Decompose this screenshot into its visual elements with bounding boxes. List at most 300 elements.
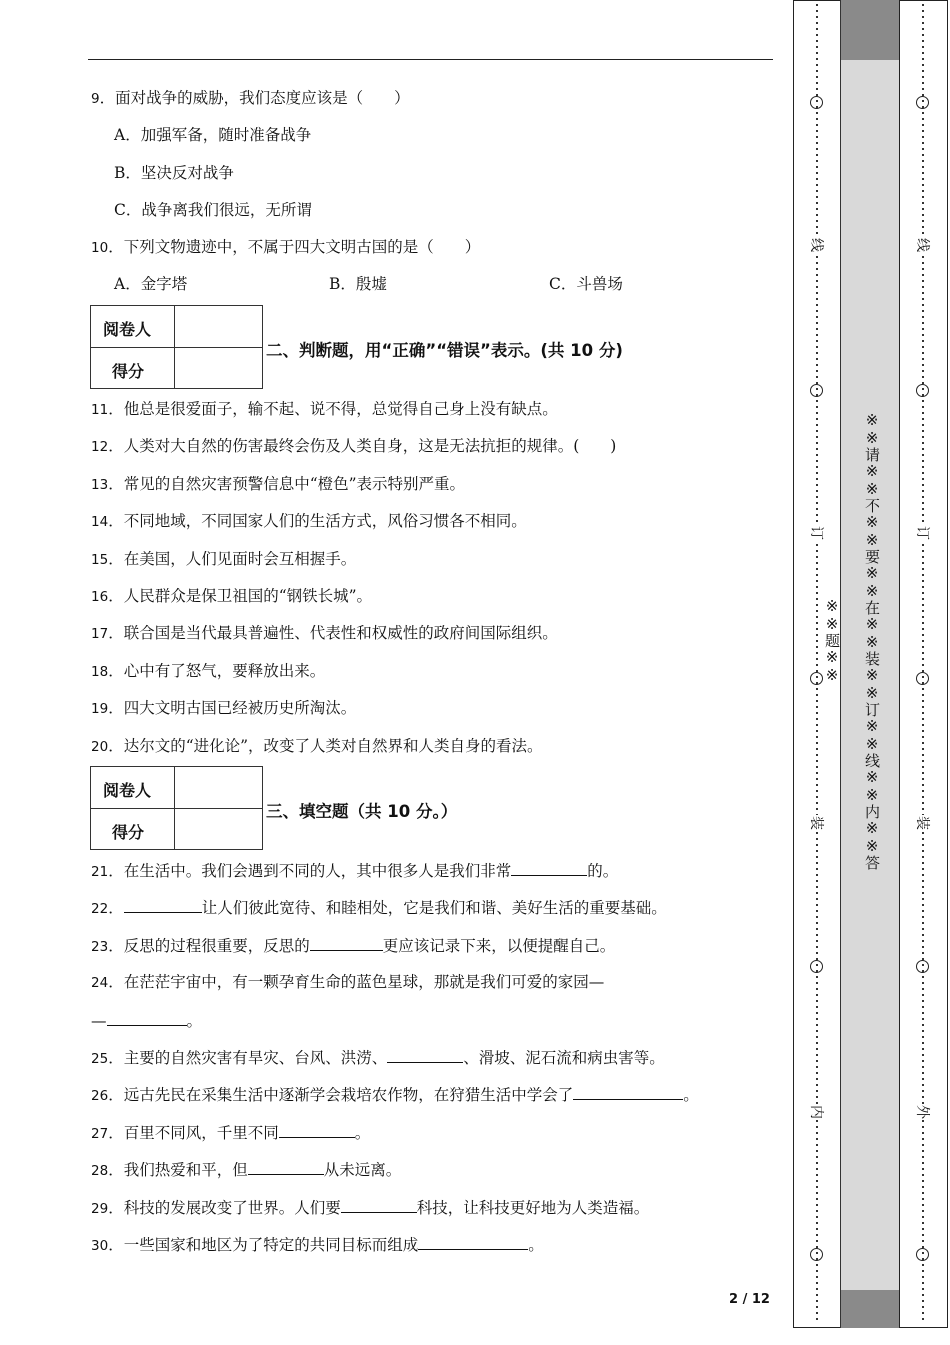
dot xyxy=(922,874,924,876)
dot xyxy=(922,832,924,834)
dot xyxy=(922,700,924,702)
dot xyxy=(922,172,924,174)
section3-title: 三、填空题（共 10 分。） xyxy=(266,802,458,821)
dot xyxy=(816,514,818,516)
dot xyxy=(816,1168,818,1170)
dot xyxy=(922,1270,924,1272)
dot xyxy=(816,1240,818,1242)
answer-blank[interactable] xyxy=(248,1159,324,1175)
dot xyxy=(922,880,924,882)
dot xyxy=(922,1144,924,1146)
dot xyxy=(816,1066,818,1068)
dot xyxy=(922,184,924,186)
dot xyxy=(816,850,818,852)
dot xyxy=(816,634,818,636)
dot xyxy=(922,298,924,300)
dot xyxy=(816,400,818,402)
dot xyxy=(816,40,818,42)
dot xyxy=(922,454,924,456)
dot xyxy=(816,1006,818,1008)
dot xyxy=(816,508,818,510)
dot xyxy=(816,262,818,264)
binding-hole-icon xyxy=(810,96,823,109)
dot xyxy=(816,1198,818,1200)
dot xyxy=(816,628,818,630)
question-14: 14．不同地域，不同国家人们的生活方式，风俗习惯各不相同。 xyxy=(91,512,527,530)
dot xyxy=(922,604,924,606)
dot xyxy=(922,466,924,468)
dot xyxy=(922,922,924,924)
seal-band-top xyxy=(841,0,899,60)
binding-hole-icon xyxy=(810,384,823,397)
dot xyxy=(816,418,818,420)
dot xyxy=(816,772,818,774)
dot xyxy=(816,136,818,138)
binding-hole-icon xyxy=(810,672,823,685)
answer-blank[interactable] xyxy=(511,860,587,876)
dot xyxy=(816,550,818,552)
dot xyxy=(922,856,924,858)
question-30: 30．一些国家和地区为了特定的共同目标而组成 。 xyxy=(91,1236,544,1254)
dot xyxy=(922,1174,924,1176)
dot xyxy=(922,64,924,66)
dot xyxy=(816,1120,818,1122)
dot xyxy=(816,994,818,996)
dot xyxy=(816,892,818,894)
dot xyxy=(922,1240,924,1242)
dot xyxy=(816,658,818,660)
q9-option-b: B．坚决反对战争 xyxy=(114,164,234,182)
dot xyxy=(922,472,924,474)
dot xyxy=(922,442,924,444)
dot xyxy=(816,1144,818,1146)
dot xyxy=(816,760,818,762)
dot xyxy=(816,1222,818,1224)
seal-band-bottom xyxy=(841,1290,899,1328)
binding-mark-xian: 线 xyxy=(807,237,827,253)
dot xyxy=(816,322,818,324)
dot xyxy=(816,490,818,492)
dot xyxy=(816,862,818,864)
dot xyxy=(922,862,924,864)
dot xyxy=(816,1054,818,1056)
dot xyxy=(922,610,924,612)
score-label: 得分 xyxy=(112,362,145,381)
dot xyxy=(922,352,924,354)
dot xyxy=(922,418,924,420)
dot xyxy=(922,556,924,558)
dot xyxy=(816,1072,818,1074)
dot xyxy=(816,22,818,24)
dot xyxy=(816,424,818,426)
dot xyxy=(816,58,818,60)
dot xyxy=(922,34,924,36)
dot xyxy=(922,130,924,132)
dot xyxy=(922,574,924,576)
dot xyxy=(922,196,924,198)
dot xyxy=(922,1132,924,1134)
dot xyxy=(922,364,924,366)
dot xyxy=(816,1210,818,1212)
dot xyxy=(816,172,818,174)
question-29: 29．科技的发展改变了世界。人们要 科技，让科技更好地为人类造福。 xyxy=(91,1199,650,1217)
dot xyxy=(816,1174,818,1176)
dot xyxy=(922,1186,924,1188)
question-22: 22． 让人们彼此宽待、和睦相处，它是我们和谐、美好生活的重要基础。 xyxy=(91,899,667,917)
dot xyxy=(816,1186,818,1188)
dot xyxy=(922,1180,924,1182)
dot xyxy=(922,1276,924,1278)
dot xyxy=(922,280,924,282)
dot xyxy=(922,1060,924,1062)
dot xyxy=(922,562,924,564)
dot xyxy=(816,1060,818,1062)
dot xyxy=(922,1084,924,1086)
dot xyxy=(816,844,818,846)
binding-mark-ding: 订 xyxy=(913,525,933,541)
dot xyxy=(922,292,924,294)
dot xyxy=(922,736,924,738)
reviewer-label: 阅卷人 xyxy=(103,781,152,800)
dot xyxy=(922,1168,924,1170)
dot xyxy=(816,856,818,858)
dot xyxy=(922,952,924,954)
answer-blank[interactable] xyxy=(573,1084,683,1100)
dot xyxy=(922,1228,924,1230)
dot xyxy=(816,118,818,120)
dot xyxy=(816,940,818,942)
dot xyxy=(922,1030,924,1032)
dot xyxy=(922,850,924,852)
dot xyxy=(816,1216,818,1218)
answer-blank[interactable] xyxy=(107,1010,187,1026)
dot xyxy=(816,268,818,270)
dot xyxy=(922,70,924,72)
dot xyxy=(816,796,818,798)
dot xyxy=(816,370,818,372)
dot xyxy=(816,574,818,576)
dot xyxy=(922,634,924,636)
dot xyxy=(816,706,818,708)
dot xyxy=(816,16,818,18)
dot xyxy=(922,412,924,414)
dot xyxy=(922,148,924,150)
dotted-line-right xyxy=(922,4,924,1324)
question-12: 12．人类对大自然的伤害最终会伤及人类自身，这是无法抗拒的规律。( ) xyxy=(91,437,617,455)
dot xyxy=(816,652,818,654)
dot xyxy=(922,1264,924,1266)
dot xyxy=(816,1180,818,1182)
dot xyxy=(816,1084,818,1086)
dot xyxy=(816,64,818,66)
dot xyxy=(922,52,924,54)
dot xyxy=(922,790,924,792)
question-17: 17．联合国是当代最具普遍性、代表性和权威性的政府间国际组织。 xyxy=(91,624,558,642)
dot xyxy=(922,1126,924,1128)
binding-mark-xian: 线 xyxy=(913,237,933,253)
dot xyxy=(816,1276,818,1278)
dot xyxy=(922,724,924,726)
page-number: 2 / 12 xyxy=(729,1292,770,1307)
dot xyxy=(922,982,924,984)
answer-blank[interactable] xyxy=(387,1047,463,1063)
dot xyxy=(816,202,818,204)
dot xyxy=(816,544,818,546)
dot xyxy=(816,160,818,162)
dot xyxy=(816,784,818,786)
dot xyxy=(816,874,818,876)
dot xyxy=(922,142,924,144)
dot xyxy=(922,406,924,408)
dot xyxy=(922,796,924,798)
dot xyxy=(922,508,924,510)
dot xyxy=(816,1270,818,1272)
dot xyxy=(922,664,924,666)
dot xyxy=(922,568,924,570)
dot xyxy=(816,112,818,114)
dot xyxy=(816,178,818,180)
dot xyxy=(816,442,818,444)
dot xyxy=(922,28,924,30)
dot xyxy=(816,898,818,900)
dot xyxy=(922,154,924,156)
dot xyxy=(816,1312,818,1314)
dot xyxy=(816,556,818,558)
dot xyxy=(816,4,818,6)
dot xyxy=(816,568,818,570)
dot xyxy=(816,280,818,282)
dot xyxy=(816,664,818,666)
dot xyxy=(816,928,818,930)
dot xyxy=(816,886,818,888)
dot xyxy=(816,1126,818,1128)
dot xyxy=(816,832,818,834)
dot xyxy=(816,226,818,228)
dot xyxy=(816,10,818,12)
dot xyxy=(922,1036,924,1038)
dot xyxy=(922,1096,924,1098)
dot xyxy=(922,730,924,732)
dot xyxy=(816,790,818,792)
binding-hole-icon xyxy=(916,384,929,397)
dot xyxy=(816,28,818,30)
dot xyxy=(922,1078,924,1080)
dot xyxy=(816,1192,818,1194)
dot xyxy=(922,1162,924,1164)
dot xyxy=(922,1204,924,1206)
question-24-cont: — 。 xyxy=(91,1012,203,1030)
dot xyxy=(816,688,818,690)
dot xyxy=(922,430,924,432)
dot xyxy=(922,1234,924,1236)
dot xyxy=(922,484,924,486)
dot xyxy=(816,592,818,594)
dot xyxy=(922,496,924,498)
dot xyxy=(922,220,924,222)
dot xyxy=(816,130,818,132)
answer-blank[interactable] xyxy=(124,897,202,913)
dot xyxy=(922,652,924,654)
dot xyxy=(816,1132,818,1134)
answer-blank[interactable] xyxy=(418,1234,528,1250)
dot xyxy=(816,88,818,90)
dot xyxy=(922,490,924,492)
dot xyxy=(816,358,818,360)
dot xyxy=(922,304,924,306)
dot xyxy=(816,982,818,984)
dot xyxy=(816,604,818,606)
dot xyxy=(922,904,924,906)
dot xyxy=(922,1042,924,1044)
dot xyxy=(922,940,924,942)
question-28: 28．我们热爱和平，但 从未远离。 xyxy=(91,1161,402,1179)
dot xyxy=(816,1036,818,1038)
reviewer-label: 阅卷人 xyxy=(103,320,152,339)
question-23: 23．反思的过程很重要，反思的 更应该记录下来，以便提醒自己。 xyxy=(91,937,616,955)
q9-option-c: C．战争离我们很远，无所谓 xyxy=(114,201,312,219)
dot xyxy=(922,1282,924,1284)
dot xyxy=(922,910,924,912)
question-27: 27．百里不同风，千里不同 。 xyxy=(91,1124,371,1142)
dot xyxy=(922,1006,924,1008)
dot xyxy=(816,124,818,126)
dot xyxy=(922,40,924,42)
dot xyxy=(816,460,818,462)
question-16: 16．人民群众是保卫祖国的“钢铁长城”。 xyxy=(91,587,373,605)
dot xyxy=(922,580,924,582)
dot xyxy=(922,1156,924,1158)
dot xyxy=(922,316,924,318)
score-label: 得分 xyxy=(112,823,145,842)
dot xyxy=(816,988,818,990)
dot xyxy=(816,1042,818,1044)
dot xyxy=(922,718,924,720)
dot xyxy=(816,910,818,912)
dot xyxy=(922,1072,924,1074)
dot xyxy=(922,766,924,768)
dot xyxy=(922,1306,924,1308)
dot xyxy=(816,754,818,756)
binding-hole-icon xyxy=(916,1248,929,1261)
dot xyxy=(816,610,818,612)
dot xyxy=(922,76,924,78)
dot xyxy=(816,934,818,936)
dot xyxy=(816,316,818,318)
dot xyxy=(816,142,818,144)
binding-mark-zhuang: 装 xyxy=(913,815,933,831)
dot xyxy=(816,586,818,588)
dot xyxy=(922,1066,924,1068)
dot xyxy=(816,454,818,456)
dot xyxy=(922,658,924,660)
answer-blank[interactable] xyxy=(341,1197,417,1213)
dot xyxy=(922,778,924,780)
dot xyxy=(922,178,924,180)
dot xyxy=(922,586,924,588)
q9-option-a: A．加强军备，随时准备战争 xyxy=(114,126,312,144)
dot xyxy=(816,718,818,720)
dot xyxy=(922,346,924,348)
dot xyxy=(922,370,924,372)
dot xyxy=(816,1150,818,1152)
dot xyxy=(816,466,818,468)
dot xyxy=(816,1228,818,1230)
dot xyxy=(816,46,818,48)
dot xyxy=(816,448,818,450)
dot xyxy=(922,898,924,900)
dot xyxy=(816,328,818,330)
dot xyxy=(816,616,818,618)
dot xyxy=(816,232,818,234)
dot xyxy=(816,1282,818,1284)
dot xyxy=(816,730,818,732)
score-box-section3 xyxy=(90,766,263,850)
answer-blank[interactable] xyxy=(279,1122,355,1138)
section2-title: 二、判断题，用“正确”“错误”表示。(共 10 分) xyxy=(266,341,623,360)
dot xyxy=(922,256,924,258)
dot xyxy=(922,286,924,288)
dot xyxy=(816,946,818,948)
dot xyxy=(816,1300,818,1302)
question-19: 19．四大文明古国已经被历史所淘汰。 xyxy=(91,699,357,717)
dot xyxy=(922,376,924,378)
question-25: 25．主要的自然灾害有旱灾、台风、洪涝、 、滑坡、泥石流和病虫害等。 xyxy=(91,1049,665,1067)
dot xyxy=(922,208,924,210)
dot xyxy=(816,1030,818,1032)
dot xyxy=(922,1216,924,1218)
question-10: 10．下列文物遗迹中，不属于四大文明古国的是（ ） xyxy=(91,238,481,256)
dot xyxy=(922,892,924,894)
question-20: 20．达尔文的“进化论”，改变了人类对自然界和人类自身的看法。 xyxy=(91,737,543,755)
binding-mark-nei: 内 xyxy=(807,1104,827,1120)
dot xyxy=(922,310,924,312)
dot xyxy=(816,502,818,504)
dot xyxy=(816,808,818,810)
dot xyxy=(816,1264,818,1266)
dot xyxy=(816,1288,818,1290)
dot xyxy=(922,214,924,216)
dot xyxy=(922,334,924,336)
dot xyxy=(922,1318,924,1320)
question-13: 13．常见的自然灾害预警信息中“橙色”表示特别严重。 xyxy=(91,475,466,493)
question-24: 24．在茫茫宇宙中，有一颗孕育生命的蓝色星球，那就是我们可爱的家园— xyxy=(91,973,605,991)
dot xyxy=(816,406,818,408)
dot xyxy=(922,838,924,840)
dot xyxy=(816,1000,818,1002)
dot xyxy=(816,334,818,336)
dot xyxy=(922,274,924,276)
dot xyxy=(922,514,924,516)
dot xyxy=(816,1306,818,1308)
dot xyxy=(816,346,818,348)
dot xyxy=(922,16,924,18)
answer-blank[interactable] xyxy=(310,935,383,951)
dot xyxy=(922,118,924,120)
score-box-section2 xyxy=(90,305,263,389)
dot xyxy=(922,598,924,600)
dot xyxy=(922,262,924,264)
dot xyxy=(816,298,818,300)
dot xyxy=(816,1234,818,1236)
dot xyxy=(922,232,924,234)
dot xyxy=(816,52,818,54)
dot xyxy=(816,646,818,648)
dot xyxy=(922,424,924,426)
dot xyxy=(922,1024,924,1026)
dot xyxy=(922,742,924,744)
dot xyxy=(816,70,818,72)
dot xyxy=(922,22,924,24)
